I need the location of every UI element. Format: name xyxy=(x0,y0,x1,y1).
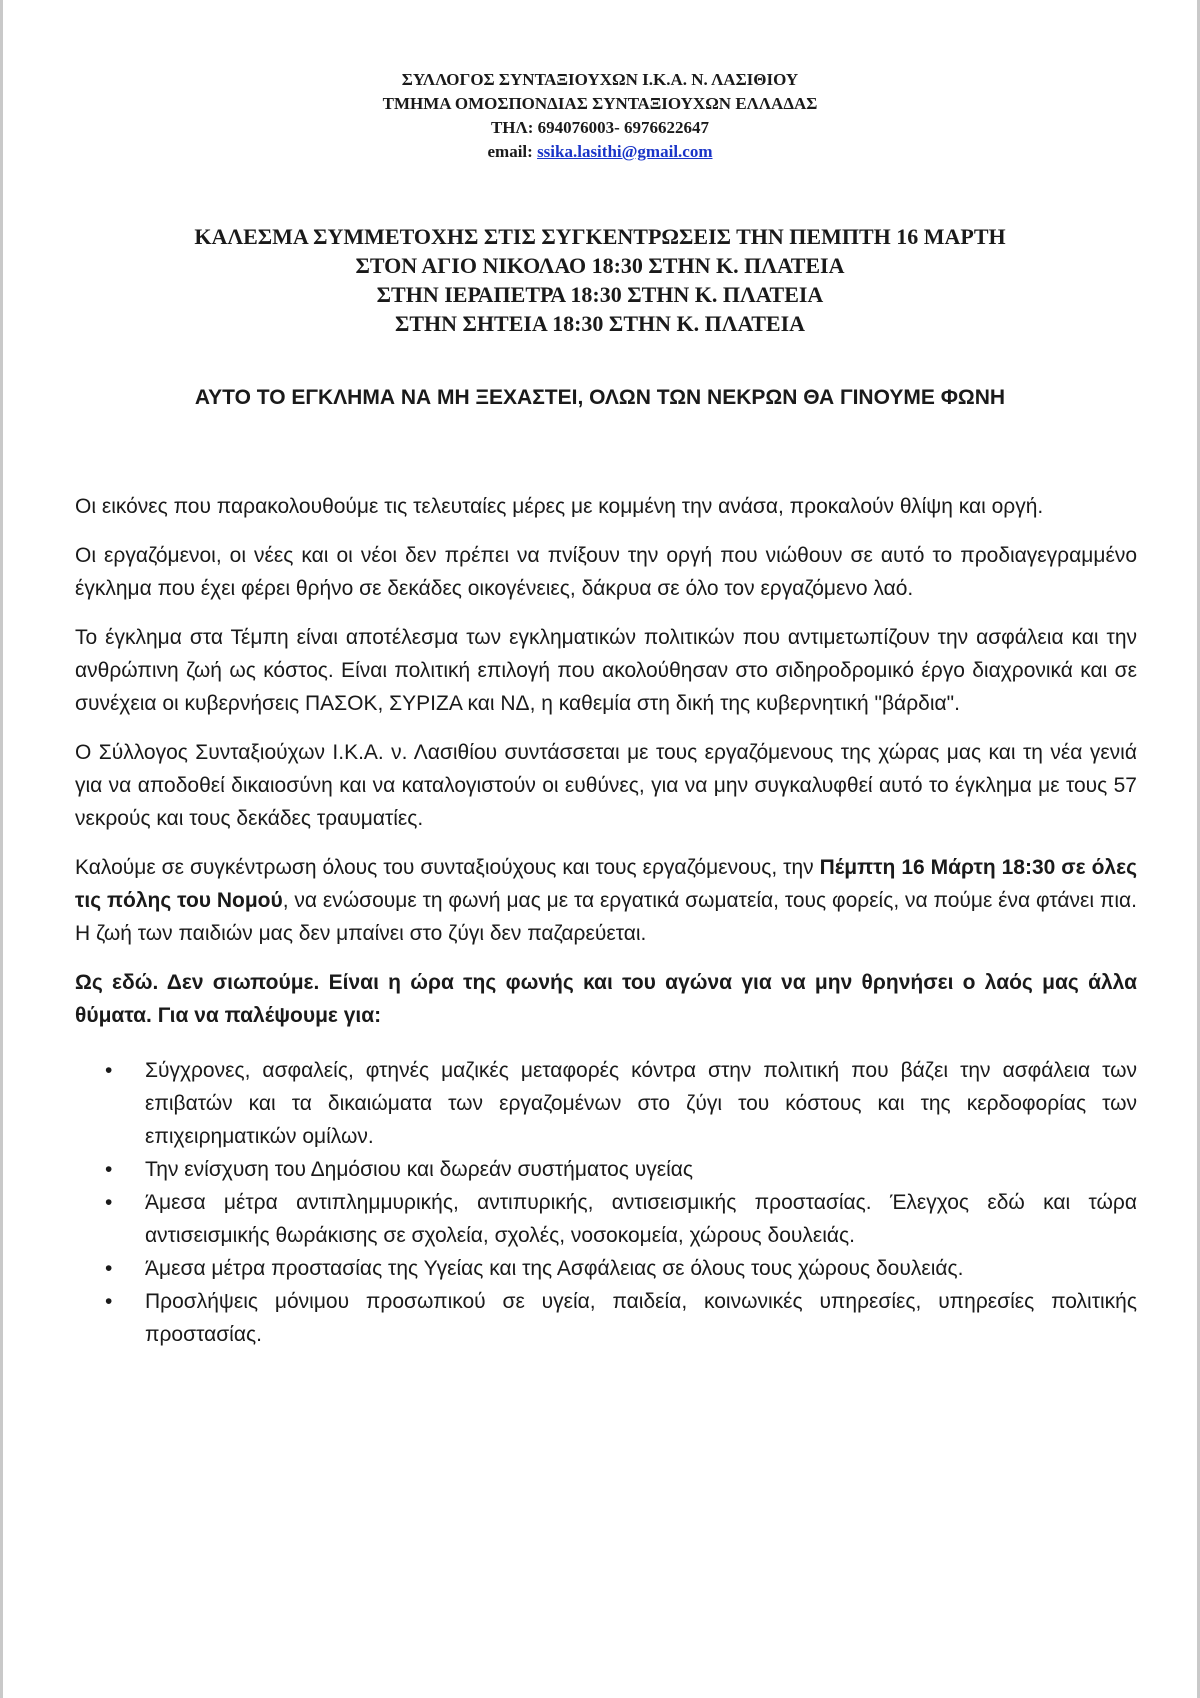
list-item-text: Σύγχρονες, ασφαλείς, φτηνές μαζικές μεταφορές κόντρα στην πολιτική που βάζει την ασφάλεια των επιβατών και τα δικαιώματα των εργαζομένων στο ζύγι του κόστους και της κερδοφορίας των επιχειρηματικών ομίλων. xyxy=(145,1059,1137,1148)
bullet-icon: • xyxy=(105,1257,113,1280)
invitation-text-end: , να ενώσουμε τη φωνή μας με τα εργατικά σωματεία, τους φορείς, να πούμε ένα φτάνει πια. Η ζωή των παιδιών μας δεν μπαίνει στο ζύγι δεν παζαρεύεται. xyxy=(75,889,1137,945)
document-body xyxy=(75,490,1137,1351)
list-item xyxy=(105,1054,1137,1153)
call-to-participate xyxy=(0,222,1200,338)
letterhead-phone: ΤΗΛ: 694076003- 6976622647 xyxy=(490,118,710,137)
demands-list xyxy=(75,1054,1137,1351)
bullet-icon: • xyxy=(105,1191,113,1214)
call-line-2: ΣΤΟΝ ΑΓΙΟ ΝΙΚΟΛΑΟ 18:30 ΣΤΗΝ Κ. ΠΛΑΤΕΙΑ xyxy=(355,253,845,278)
paragraph: Ο Σύλλογος Συνταξιούχων Ι.Κ.Α. ν. Λασιθίου συντάσσεται με τους εργαζόμενους της χώρας μας και τη νέα γενιά για να αποδοθεί δικαιοσύνη και να καταλογιστούν οι ευθύνες, για να μην συγκαλυφθεί αυτό το έγκλημα με τους 57 νεκρούς και τους δεκάδες τραυματίες. xyxy=(75,741,1137,830)
email-link[interactable]: ssika.lasithi@gmail.com xyxy=(537,142,713,161)
bullet-icon: • xyxy=(105,1059,113,1082)
bullet-icon: • xyxy=(105,1290,113,1313)
invitation-paragraph xyxy=(75,851,1137,950)
closing-statement: Ως εδώ. Δεν σιωπούμε. Είναι η ώρα της φωνής και του αγώνα για να μην θρηνήσει ο λαός μας άλλα θύματα. Για να παλέψουμε για: xyxy=(75,971,1137,1027)
letterhead-federation: ΤΜΗΜΑ ΟΜΟΣΠΟΝΔΙΑΣ ΣΥΝΤΑΞΙΟΥΧΩΝ ΕΛΛΑΔΑΣ xyxy=(382,94,818,113)
call-line-3: ΣΤΗΝ ΙΕΡΑΠΕΤΡΑ 18:30 ΣΤΗΝ Κ. ΠΛΑΤΕΙΑ xyxy=(376,282,824,307)
list-item-text: Την ενίσχυση του Δημόσιου και δωρεάν συστήματος υγείας xyxy=(145,1158,693,1181)
list-item xyxy=(105,1186,1137,1252)
call-line-1: ΚΑΛΕΣΜΑ ΣΥΜΜΕΤΟΧΗΣ ΣΤΙΣ ΣΥΓΚΕΝΤΡΩΣΕΙΣ ΤΗΝ ΠΕΜΠΤΗ 16 ΜΑΡΤΗ xyxy=(194,224,1006,249)
letterhead-org-name: ΣΥΛΛΟΓΟΣ ΣΥΝΤΑΞΙΟΥΧΩΝ Ι.Κ.Α. Ν. ΛΑΣΙΘΙΟΥ xyxy=(401,70,799,89)
email-label: email: xyxy=(487,142,533,161)
invitation-text-start: Καλούμε σε συγκέντρωση όλους του συνταξιούχους και τους εργαζόμενους, την xyxy=(75,856,820,879)
list-item-text: Άμεσα μέτρα προστασίας της Υγείας και της Ασφάλειας σε όλους τους χώρους δουλειάς. xyxy=(145,1257,964,1280)
letterhead-email-line xyxy=(0,140,1200,164)
letterhead xyxy=(0,68,1200,164)
list-item-text: Άμεσα μέτρα αντιπλημμυρικής, αντιπυρικής, αντισεισμικής προστασίας. Έλεγχος εδώ και τώρα αντισεισμικής θωράκισης σε σχολεία, σχολές, νοσοκομεία, χώρους δουλειάς. xyxy=(145,1191,1137,1247)
list-item xyxy=(105,1252,1137,1285)
slogan-heading: ΑΥΤΟ ΤΟ ΕΓΚΛΗΜΑ ΝΑ ΜΗ ΞΕΧΑΣΤΕΙ, ΟΛΩΝ ΤΩΝ ΝΕΚΡΩΝ ΘΑ ΓΙΝΟΥΜΕ ΦΩΝΗ xyxy=(194,386,1006,409)
paragraph: Το έγκλημα στα Τέμπη είναι αποτέλεσμα των εγκληματικών πολιτικών που αντιμετωπίζουν την ασφάλεια και την ανθρώπινη ζωή ως κόστος. Είναι πολιτική επιλογή που ακολούθησαν στο σιδηροδρομικό έργο διαχρονικά και σε συνέχεια οι κυβερνήσεις ΠΑΣΟΚ, ΣΥΡΙΖΑ και ΝΔ, η καθεμία στη δική της κυβερνητική "βάρδια". xyxy=(75,626,1137,715)
list-item xyxy=(105,1285,1137,1351)
paragraph: Οι εργαζόμενοι, οι νέες και οι νέοι δεν πρέπει να πνίξουν την οργή που νιώθουν σε αυτό το προδιαγεγραμμένο έγκλημα που έχει φέρει θρήνο σε δεκάδες οικογένειες, δάκρυα σε όλο τον εργαζόμενο λαό. xyxy=(75,544,1137,600)
call-line-4: ΣΤΗΝ ΣΗΤΕΙΑ 18:30 ΣΤΗΝ Κ. ΠΛΑΤΕΙΑ xyxy=(394,311,806,336)
bullet-icon: • xyxy=(105,1158,113,1181)
list-item-text: Προσλήψεις μόνιμου προσωπικού σε υγεία, παιδεία, κοινωνικές υπηρεσίες, υπηρεσίες πολιτικής προστασίας. xyxy=(145,1290,1137,1346)
paragraph: Οι εικόνες που παρακολουθούμε τις τελευταίες μέρες με κομμένη την ανάσα, προκαλούν θλίψη και οργή. xyxy=(75,495,1044,518)
list-item xyxy=(105,1153,1137,1186)
invitation-date-bold: Πέμπτη 16 Μάρτη 18:30 σε όλες τις πόλης του Νομού xyxy=(75,856,1137,912)
